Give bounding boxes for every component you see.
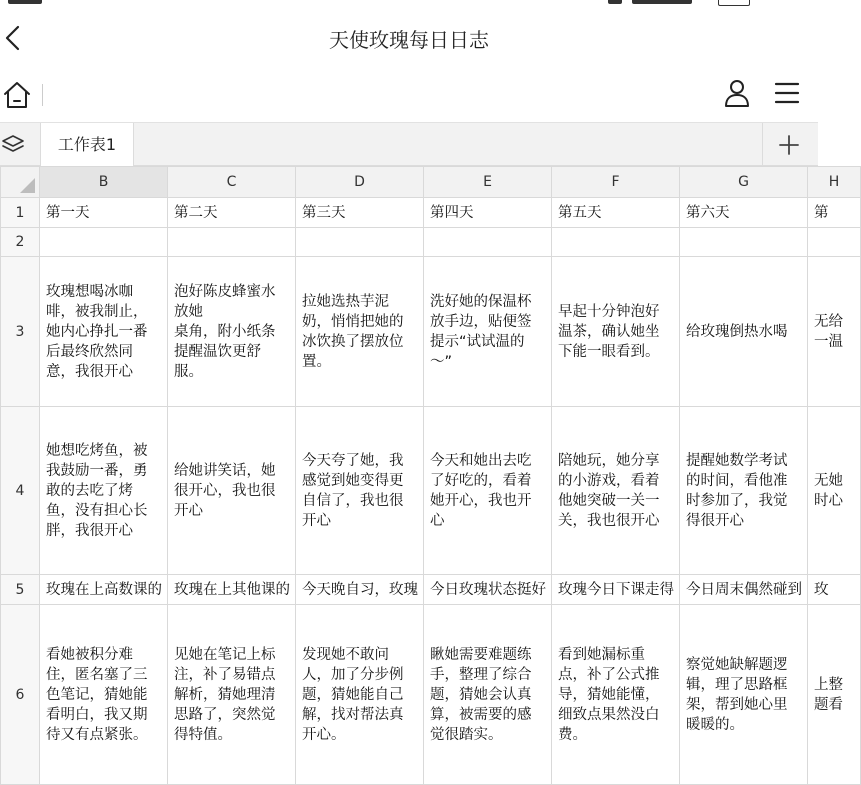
cell[interactable]: 今日玫瑰状态挺好 <box>424 575 552 605</box>
row-header[interactable]: 2 <box>1 228 40 257</box>
cell[interactable] <box>552 228 680 257</box>
cell[interactable]: 拉她选热芋泥奶，悄悄把她的冰饮换了摆放位置。 <box>296 257 424 407</box>
cell[interactable]: 提醒她数学考试的时间，看他准时参加了，我觉得很开心 <box>680 407 808 575</box>
user-icon[interactable] <box>724 78 750 108</box>
cell[interactable]: 见她在笔记上标注，补了易错点解析，猜她理清思路了，突然觉得特值。 <box>168 605 296 785</box>
cell[interactable]: 玫 <box>808 575 861 605</box>
column-header-b[interactable]: B <box>40 167 168 198</box>
column-header-f[interactable]: F <box>552 167 680 198</box>
cell[interactable]: 泡好陈皮蜂蜜水放她 桌角，附小纸条提醒温饮更舒服。 <box>168 257 296 407</box>
row-header[interactable]: 6 <box>1 605 40 785</box>
layers-icon[interactable] <box>0 133 26 155</box>
toolbar-divider <box>42 84 43 106</box>
cell[interactable]: 发现她不敢问人，加了分步例题，猜她能自己解，找对帮法真开心。 <box>296 605 424 785</box>
cell[interactable]: 玫瑰在上高数课的 <box>40 575 168 605</box>
cell[interactable]: 给玫瑰倒热水喝 <box>680 257 808 407</box>
cell[interactable]: 第二天 <box>168 198 296 228</box>
cell[interactable]: 今日周末偶然碰到 <box>680 575 808 605</box>
plus-icon[interactable] <box>778 134 800 156</box>
row-header[interactable]: 1 <box>1 198 40 228</box>
cell[interactable]: 看到她漏标重点，补了公式推导，猜她能懂，细致点果然没白费。 <box>552 605 680 785</box>
cell[interactable]: 今天晚自习，玫瑰 <box>296 575 424 605</box>
cell[interactable]: 察觉她缺解题逻辑，理了思路框架，帮到她心里暖暖的。 <box>680 605 808 785</box>
cell[interactable] <box>40 228 168 257</box>
home-icon[interactable] <box>2 80 32 110</box>
cell[interactable]: 第五天 <box>552 198 680 228</box>
row-header[interactable]: 4 <box>1 407 40 575</box>
cell[interactable]: 陪她玩，她分享的小游戏，看着他她突破一关一关，我也很开心 <box>552 407 680 575</box>
select-all-corner[interactable] <box>1 167 40 198</box>
row-header[interactable]: 5 <box>1 575 40 605</box>
sheet-tab[interactable]: 工作表1 <box>40 123 134 166</box>
cell[interactable]: 看她被积分难住，匿名塞了三色笔记，猜她能看明白，我又期待又有点紧张。 <box>40 605 168 785</box>
hamburger-menu-icon[interactable] <box>774 80 800 106</box>
cell[interactable]: 早起十分钟泡好温茶，确认她坐下能一眼看到。 <box>552 257 680 407</box>
cell[interactable]: 玫瑰想喝冰咖啡，被我制止，她内心挣扎一番后最终欣然同意，我很开心 <box>40 257 168 407</box>
column-header-g[interactable]: G <box>680 167 808 198</box>
column-header-c[interactable]: C <box>168 167 296 198</box>
cell[interactable]: 今天和她出去吃了好吃的，看着她开心，我也开心 <box>424 407 552 575</box>
cell[interactable]: 第六天 <box>680 198 808 228</box>
page-title: 天使玫瑰每日日志 <box>329 28 489 52</box>
cell[interactable] <box>296 228 424 257</box>
navigation-bar <box>0 8 818 68</box>
tab-divider <box>762 123 763 166</box>
cell[interactable]: 第四天 <box>424 198 552 228</box>
status-bar <box>0 0 818 8</box>
cell[interactable]: 给她讲笑话，她很开心，我也很开心 <box>168 407 296 575</box>
cell[interactable]: 洗好她的保温杯放手边，贴便签提示“试试温的～” <box>424 257 552 407</box>
cell[interactable]: 无她时心 <box>808 407 861 575</box>
cell[interactable]: 第三天 <box>296 198 424 228</box>
sheet-tab-bar <box>0 122 818 166</box>
cell[interactable]: 第 <box>808 198 861 228</box>
cell[interactable] <box>680 228 808 257</box>
row-header[interactable]: 3 <box>1 257 40 407</box>
column-header-d[interactable]: D <box>296 167 424 198</box>
cell[interactable]: 她想吃烤鱼，被我鼓励一番，勇敢的去吃了烤鱼，没有担心长胖，我很开心 <box>40 407 168 575</box>
column-header-e[interactable]: E <box>424 167 552 198</box>
cell[interactable]: 无给一温 <box>808 257 861 407</box>
toolbar <box>0 68 818 122</box>
cell[interactable]: 玫瑰在上其他课的 <box>168 575 296 605</box>
cell[interactable] <box>808 228 861 257</box>
spreadsheet-grid <box>0 166 843 785</box>
cell[interactable] <box>168 228 296 257</box>
cell[interactable] <box>424 228 552 257</box>
cell[interactable]: 瞅她需要难题练手，整理了综合题，猜她会认真算，被需要的感觉很踏实。 <box>424 605 552 785</box>
cell[interactable]: 上整题看 <box>808 605 861 785</box>
column-header-h[interactable]: H <box>808 167 861 198</box>
cell[interactable]: 第一天 <box>40 198 168 228</box>
cell[interactable]: 玫瑰今日下课走得 <box>552 575 680 605</box>
cell[interactable]: 今天夸了她，我感觉到她变得更自信了，我也很开心 <box>296 407 424 575</box>
